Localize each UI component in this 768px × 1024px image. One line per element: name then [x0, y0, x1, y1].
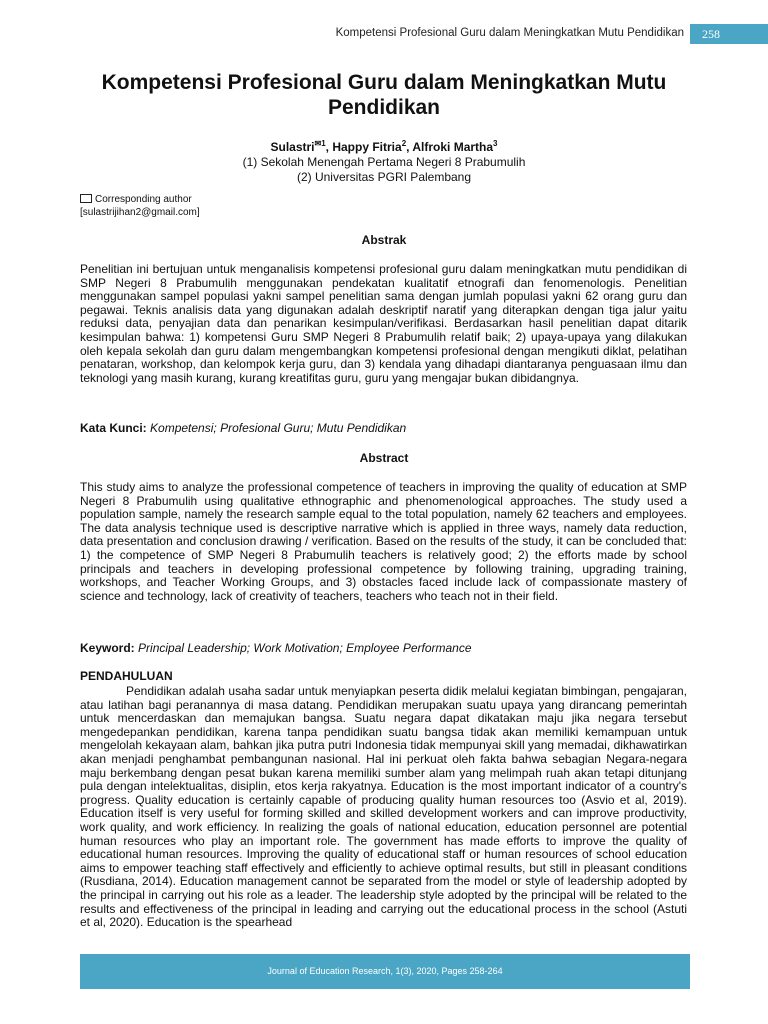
- kata-kunci-values: Kompetensi; Profesional Guru; Mutu Pendidikan: [150, 421, 407, 435]
- author-name: , Happy Fitria: [325, 140, 402, 154]
- affiliation-2: (2) Universitas PGRI Palembang: [296, 170, 472, 184]
- author-names: [0, 136, 768, 155]
- author-name: Sulastri: [270, 140, 315, 154]
- corresponding-email[interactable]: [sulastrijihan2@gmail.com]: [80, 207, 200, 218]
- running-header: [0, 24, 768, 44]
- author-marks: ✉1: [314, 139, 326, 148]
- page-number: 258: [690, 24, 768, 44]
- kata-kunci-label: Kata Kunci:: [80, 421, 147, 435]
- author-name: , Alfroki Martha: [406, 140, 494, 154]
- keyword-label: Keyword:: [80, 641, 135, 655]
- envelope-icon: [80, 194, 92, 203]
- footer-citation: Journal of Education Research, 1(3), 2020, Pages 258-264: [267, 966, 503, 976]
- kata-kunci-line: [80, 421, 406, 435]
- keyword-values: Principal Leadership; Work Motivation; Employee Performance: [138, 641, 472, 655]
- author-marks: 3: [493, 139, 498, 148]
- affiliation-1: (1) Sekolah Menengah Pertama Negeri 8 Prabumulih: [242, 155, 526, 169]
- abstract-heading: Abstract: [359, 451, 409, 465]
- author-marks: 2: [401, 139, 407, 148]
- corresponding-label: Corresponding author: [95, 194, 192, 205]
- corresponding-author: [80, 193, 200, 219]
- footer-citation-bar: [80, 954, 690, 989]
- author-block: [0, 136, 768, 185]
- abstrak-heading: Abstrak: [361, 233, 407, 247]
- running-title: Kompetensi Profesional Guru dalam Meningkatkan Mutu Pendidikan: [335, 27, 684, 39]
- section-heading-pendahuluan: PENDAHULUAN: [80, 669, 173, 683]
- abstrak-text: Penelitian ini bertujuan untuk menganalisis kompetensi profesional guru dalam meningkatkan mutu pendidikan di SMP Negeri 8 Prabumulih menggunakan pendekatan kualitatif etnografi dan fenomenologis. Penelitian menggunakan sampel populasi yakni sampel penelitian sama dengan jumlah populasi yakni 62 orang guru dan pegawai. Teknis analisis data yang digunakan adalah deskriptif naratif yang diterapkan dengan tiga jalur yaitu reduksi data, penyajian data dan penarikan kesimpulan/verifikasi. Berdasarkan hasil penelitian dapat ditarik kesimpulan bahwa: 1) kompetensi Guru SMP Negeri 8 Prabumulih relatif baik; 2) upaya-upaya yang dilakukan oleh kepala sekolah dan guru dalam mengembangkan kompetensi profesional dengan mengikuti diklat, pelatihan penataran, workshop, dan kelompok kerja guru, dan 3) kendala yang dihadapi diantaranya penguasaan ilmu dan teknologi yang masih kurang, kurang kreatifitas guru, guru yang mengajar bukan dibidangnya.: [80, 262, 687, 385]
- introduction-text: Pendidikan adalah usaha sadar untuk menyiapkan peserta didik melalui kegiatan bimbingan, pengajaran, atau latihan bagi peranannya di masa datang. Pendidikan merupakan suatu upaya yang dirancang pemerintah untuk mencerdaskan dan memajukan bangsa. Suatu negara dapat dikatakan maju jika negara tersebut mengedepankan pendidikan, karena tanpa pendidikan suatu bangsa tidak akan memiliki kemampuan untuk mengelolah kekayaan alam, bahkan jika putra putri Indonesia tidak mempunyai skill yang memadai, dikhawatirkan akan menjadi penghambat pembangunan nasional. Hal ini perkuat oleh fakta bahwa sebagian Negara-negara maju berkembang dengan pesat bukan karena memiliki sumber alam yang melimpah ruah akan tetapi ditunjang pula dengan intelektualitas, disiplin, etos kerja rakyatnya. Education is the most important indicator of a country's progress. Quality education is certainly capable of producing quality human resources too (Asvio et al, 2019). Education itself is very useful for forming skilled and skilled development workers and can improve productivity, work quality, and work efficiency. In realizing the goals of national education, education personnel are potential human resources who play an important role. The government has made efforts to improve the quality of educational human resources. Improving the quality of educational staff or human resources of school education aims to empower teaching staff effectively and efficiently to achieve optimal results, but still in pleasant conditions (Rusdiana, 2014). Education management cannot be separated from the model or style of leadership adopted by the principal in carrying out his role as a leader. The leadership style adopted by the principal will be related to the results and effectiveness of the principal in leading and carrying out the educational process in the school (Astuti et al, 2020). Education is the spearhead: [80, 684, 687, 930]
- keyword-line: [80, 641, 472, 655]
- paper-title: Kompetensi Profesional Guru dalam Meningkatkan Mutu Pendidikan: [101, 71, 667, 119]
- abstract-text: This study aims to analyze the professional competence of teachers in improving the quality of education at SMP Negeri 8 Prabumulih using qualitative ethnographic and phenomenological approaches. The study used a population sample, namely the research sample equal to the total population, namely 62 teachers and employees. The data analysis technique used is descriptive narrative which is applied in three ways, namely data reduction, data presentation and conclusion drawing / verification. Based on the results of the study, it can be concluded that: 1) the competence of SMP Negeri 8 Prabumulih teachers is relatively good; 2) the efforts made by school principals and teachers in developing professional competence by following training, upgrading training, workshops, and Teacher Working Groups, and 3) obstacles faced include lack of compassionate mastery of science and technology, lack of creativity of teachers, teachers who teach not in their field.: [80, 480, 687, 603]
